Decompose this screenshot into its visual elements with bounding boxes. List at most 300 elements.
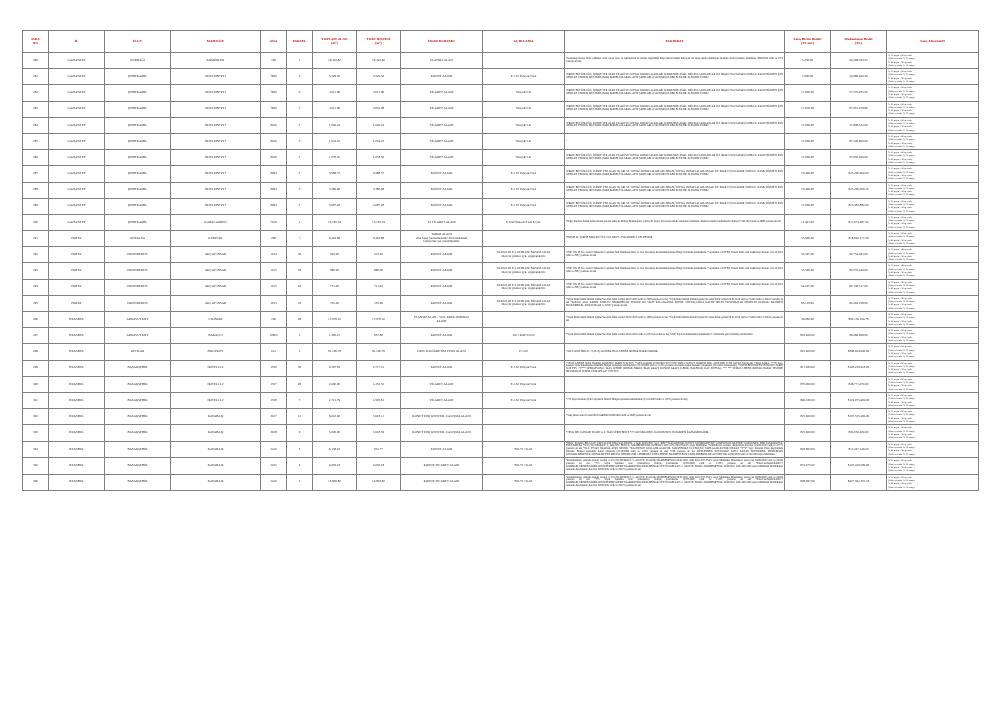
- table-row[interactable]: [23, 360, 979, 376]
- cell-alt: % 25 peşin - 48 ay vade (Vade en fazla % 25 artışı) % 40 peşin - 36 ay vade (Vade en fazla % 15 artışı): [887, 247, 979, 263]
- cell-takdir: *PROJE BÜTÜNLÜĞÜ, İÇİNDE YER ALAN TİCARİ VE SOSYAL DONATI ALANLARI İÇİNDE/NDE AMAÇ DIŞI KULLANILANLAR İLE İMAR UYGULAMASI SONUCU KAMU HİZMETİ İÇİN AYRILAN YERLER, MÜSTAKİL İMAR PARSELİ OLARAK, AYNI ŞARTLARLA SATILMIŞ OLABİLECEKTİR. 02.09.2004 Y:18962: [565, 101, 785, 117]
- cell-acik: E:1.55 Yençok:5 kat: [483, 182, 565, 198]
- cell-ada: 8456: [261, 133, 287, 149]
- cell-birim: 17,000.00: [785, 133, 831, 149]
- cell-il: HATAY: [49, 231, 105, 247]
- cell-parsel: 6: [287, 85, 313, 101]
- cell-alan: 731.00: [313, 279, 357, 295]
- cell-muh: 8119,973,469.00: [831, 392, 887, 408]
- cell-alt: % 25 peşin - 60 ay vade (Vade en fazla % 25 artışı) % 40 peşin - 36 ay vade (Vade en fazla % 15 artışı): [887, 117, 979, 133]
- cell-ada: 1358: [261, 392, 287, 408]
- cell-muh: 823,299,390.10: [831, 182, 887, 198]
- column-header-ada: ADA: [261, 31, 287, 53]
- table-row[interactable]: [23, 53, 979, 69]
- cell-hisse: 5,918.11: [357, 409, 401, 425]
- cell-mah: BOYLUBEYTİ: [171, 101, 261, 117]
- cell-muh: 8427,592,355.54: [831, 474, 887, 490]
- table-row[interactable]: [23, 458, 979, 474]
- cell-muh: 24,989,426.40: [831, 69, 887, 85]
- cell-alan: 15,195.54: [313, 214, 357, 230]
- cell-alt: % 25 peşin - 60 ay vade (Vade en fazla % 25 artışı) % 40 peşin - 36 ay vade (Vade en fazla % 15 artışı): [887, 150, 979, 166]
- cell-sira: 304: [23, 441, 49, 458]
- cell-birim: 7,000.00: [785, 69, 831, 85]
- column-header-sira: SIRA NO: [23, 31, 49, 53]
- cell-ada: 1015: [261, 279, 287, 295]
- cell-parsel: 28: [287, 376, 313, 392]
- cell-il: GAZİANTEP: [49, 150, 105, 166]
- cell-birim: 53,306.00: [785, 263, 831, 279]
- table-row[interactable]: [23, 182, 979, 198]
- cell-sira: 293: [23, 263, 49, 279]
- cell-muh: 82,158,317.00: [831, 279, 887, 295]
- cell-sira: 302: [23, 409, 49, 425]
- table-row[interactable]: [23, 312, 979, 328]
- column-header-hisse: TOKİ HİSSESİ (m²): [357, 31, 401, 53]
- cell-mah: AKÇAY İNSAR: [171, 295, 261, 311]
- cell-takdir: *TESLİ LEHİNE SUFA HAKKI) 02/08/2016 TARİH 3156 YEV. *SUFA KARAR 07/06/2016 YÜV:3138 TOPLU KONUT İDARESİ BŞK. 22/03/2006 17336 SAYILI YAZILAR. *TAVLAŞMA, *7735 Sayı: Kastara Sarık Kanalnamda Dilemmi Bölgen işertemde kabulandadır (25/10/2009 tarih ve 11355 yazısına ait ekinde başlık Kanunu Çalışmaları 93.4 üzeri bulunandan). *SİTEM BELEDİYESİ 05/09/2016 TARİH 3120 YEV. *Y*** OPERASYONU: TAAS LEHİNE IRTIFAK HAKKI: İRAK ARAZİ: KONUM ARAZİ: İÇERİK: BAZ/BLOK KAT: SİTEYAÇ: *** *** TEMAS LEHİNE IRTİFAK HAKKI TESİNDE MEVAFAKAT TEMSİLCİSİ#:G02/G47 7785 YEV.: [565, 360, 785, 376]
- cell-ada: 1015: [261, 295, 287, 311]
- cell-imar: TİCARET ALANI: [401, 117, 483, 133]
- cell-alan: 1,046.43: [313, 117, 357, 133]
- cell-ilce: ŞEHİTKAMİL: [105, 198, 171, 214]
- cell-sira: 284: [23, 117, 49, 133]
- cell-hisse: 1,255.55: [357, 376, 401, 392]
- cell-alan: 555.00: [313, 295, 357, 311]
- column-header-alt: Satış Alternatifi: [887, 31, 979, 53]
- cell-birim: 17,000.00: [785, 198, 831, 214]
- column-header-parsel: PARSEL: [287, 31, 313, 53]
- cell-imar: PLANSIZ ALAN: [401, 53, 483, 69]
- cell-mah: BOYLUBEYTİ: [171, 133, 261, 149]
- cell-muh: 97,656,266.00: [831, 150, 887, 166]
- cell-hisse: 615.00: [357, 247, 401, 263]
- cell-hisse: 1,034.25: [357, 133, 401, 149]
- cell-imar: TİCARET ALANI: [401, 150, 483, 166]
- cell-alan: 3,526.56: [313, 69, 357, 85]
- cell-birim: 818,620.00: [785, 328, 831, 344]
- cell-birim: 825,600.00: [785, 425, 831, 441]
- cell-acik: E:1.55 Yençok:5 kat: [483, 69, 565, 85]
- cell-parsel: 7: [287, 231, 313, 247]
- cell-ilce: ŞEHİTKAMİL: [105, 214, 171, 230]
- cell-muh: 892,950,400.00: [831, 425, 887, 441]
- cell-muh: 8107,535,296.00: [831, 409, 887, 425]
- cell-birim: 825,600.00: [785, 409, 831, 425]
- cell-alt: % 25 peşin - 60 ay vade (Vade en fazla % 25 artışı) % 40 peşin - 36 ay vade (Vade en fazla % 15 artışı): [887, 441, 979, 458]
- cell-sira: 286: [23, 150, 49, 166]
- cell-hisse: 19,322.82: [357, 53, 401, 69]
- cell-ilce: BAŞAKŞEHİR: [105, 376, 171, 392]
- cell-ilce: İSKENDERUN: [105, 279, 171, 295]
- cell-mah: BOYLUBEYTİ: [171, 198, 261, 214]
- cell-takdir: *2367 DK 28 No, Gençli Yüksecim Caçımma Mal Edinmesecinler ve Son Alvanlaşa Kredisimmesaelder Bölge İşçimizde Kalınaklıdır. *Açıklama, LÜTFEN Yazıda dahil olan Aşıkkaraşı Kuruna (C#:12/2021 tarih ve 2907) yazısına ait eki: [565, 263, 785, 279]
- cell-acik: TAKS:0.40 E:1.60 BLOK NİZAM 4 KAT Mevcut planlar ayk. uygulanabilir.: [483, 263, 565, 279]
- cell-hisse: 3,061.98: [357, 101, 401, 117]
- cell-il: İSTANBUL: [49, 458, 105, 474]
- cell-muh: 8268,024,000.00: [831, 344, 887, 360]
- cell-il: GAZİANTEP: [49, 101, 105, 117]
- cell-ilce: ŞEHİTKAMİL: [105, 133, 171, 149]
- cell-birim: 831,275.00: [785, 458, 831, 474]
- cell-imar: TARIM ALANI Ana Satış Şartnamesinde 29 maddesinin faaliyetine yer önerilmelidir.: [401, 231, 483, 247]
- cell-il: İSTANBUL: [49, 425, 105, 441]
- cell-parsel: 1: [287, 150, 313, 166]
- cell-alt: % 25 peşin - 48 ay vade (Vade en fazla % 25 artışı) % 40 peşin - 36 ay vade (Vade en fazla % 15 artışı): [887, 263, 979, 279]
- column-header-ilce: İLÇE: [105, 31, 171, 53]
- land-sales-table: [22, 30, 979, 491]
- cell-parsel: 2: [287, 198, 313, 214]
- cell-muh: 87,140,890.00: [831, 133, 887, 149]
- cell-takdir: *PROJE BÜTÜNLÜĞÜ, İÇİNDE YER ALAN TİCARİ VE SOSYAL DONATI ALANLARI İÇİNDE/NDE AMAÇ DIŞI KULLANILANLAR İLE İMAR UYGULAMASI SONUCU KAMU HİZMETİ İÇİN AYRILAN YERLER, MÜSTAKİL İMAR PARSELİ OLARAK, AYNI ŞARTLARLA SATILMIŞ OLABİLECEKTİR. 02.09.2004 Y:18962: [565, 85, 785, 101]
- cell-acik: [483, 425, 565, 441]
- cell-ilce: ŞEHİTKAMİL: [105, 85, 171, 101]
- cell-parsel: 43: [287, 295, 313, 311]
- table-row[interactable]: [23, 69, 979, 85]
- cell-hisse: 15,195.54: [357, 214, 401, 230]
- cell-muh: 82,292,198.00: [831, 295, 887, 311]
- cell-il: GAZİANTEP: [49, 117, 105, 133]
- cell-imar: KONUT ALANI: [401, 198, 483, 214]
- column-header-takdir: TAKDİRAT: [565, 31, 785, 53]
- table-row[interactable]: [23, 409, 979, 425]
- table-row[interactable]: [23, 376, 979, 392]
- cell-sira: 306: [23, 474, 49, 490]
- cell-ada: 8993: [261, 182, 287, 198]
- cell-ada: 8993: [261, 198, 287, 214]
- cell-ada: 1015: [261, 263, 287, 279]
- cell-sira: 300: [23, 376, 49, 392]
- cell-birim: 17,000.00: [785, 150, 831, 166]
- cell-alan: 2,721.79: [313, 392, 357, 408]
- cell-hisse: 81,196.78: [357, 344, 401, 360]
- cell-alan: 3,687.28: [313, 198, 357, 214]
- table-row[interactable]: [23, 198, 979, 214]
- cell-birim: 53,000.00: [785, 231, 831, 247]
- cell-mah: AKÇAY İNSAR: [171, 263, 261, 279]
- cell-mah: BARAÇCI: [171, 328, 261, 344]
- table-row[interactable]: [23, 295, 979, 311]
- cell-imar: KONUT ALANI: [401, 295, 483, 311]
- cell-mah: KAYABAŞI: [171, 425, 261, 441]
- cell-acik: Yençok:5 m: [483, 101, 565, 117]
- cell-hisse: 1,046.43: [357, 117, 401, 133]
- table-row[interactable]: [23, 279, 979, 295]
- cell-imar: KONUT ALANI: [401, 279, 483, 295]
- cell-ilce: BAŞAKŞEHİR: [105, 360, 171, 376]
- cell-alt: % 25 peşin - 60 ay vade (Vade en fazla % 25 artışı) % 40 peşin - 36 ay vade (Vade en fazla % 15 artışı): [887, 133, 979, 149]
- cell-ada: 7840: [261, 101, 287, 117]
- cell-alt: % 25 peşin - 60 ay vade (Vade en fazla % 25 artışı) % 40 peşin - 36 ay vade (Vade en fazla % 15 artışı): [887, 328, 979, 344]
- cell-imar: KONUT ALANI: [401, 247, 483, 263]
- cell-parsel: 1: [287, 53, 313, 69]
- cell-acik: E:1.00: [483, 344, 565, 360]
- cell-birim: 16,490.00: [785, 182, 831, 198]
- cell-ilce: ŞEHİTKAMİL: [105, 101, 171, 117]
- cell-alan: 15,806.82: [313, 474, 357, 490]
- column-header-muh: Muhammen Bedel (TL): [831, 31, 887, 53]
- cell-imar: KONUT ALANI: [401, 360, 483, 376]
- cell-takdir: *TESLİ MB 1 GİNGOP TR ATİT A.V. TAAS SÜREÇBİNCE 775 S.KECİRLONDU, KANUNUNUN 33 MADDESİ KAPSAMINDADIR.: [565, 425, 785, 441]
- table-row[interactable]: [23, 344, 979, 360]
- cell-alan: 825.00: [313, 247, 357, 263]
- cell-hisse: 9,402.88: [357, 231, 401, 247]
- cell-alt: % 25 peşin - 60 ay vade (Vade en fazla % 25 artışı) % 40 peşin - 36 ay vade (Vade en fazla % 15 artışı): [887, 69, 979, 85]
- cell-ilce: ŞEHİTKAMİL: [105, 69, 171, 85]
- cell-alt: % 25 peşin - 60 ay vade (Vade en fazla % 25 artışı) % 40 peşin - 36 ay vade (Vade en fazla % 15 artışı): [887, 231, 979, 247]
- cell-muh: 86,986,098.00: [831, 328, 887, 344]
- cell-alan: 8,610.60: [313, 409, 357, 425]
- cell-ada: 7916: [261, 214, 287, 230]
- cell-imar: KONUT DIŞI KENTSEL ÇALIŞMA ALANI: [401, 409, 483, 425]
- cell-birim: 39,082.00: [785, 312, 831, 328]
- cell-parsel: 2: [287, 166, 313, 182]
- cell-birim: 817,280.00: [785, 360, 831, 376]
- cell-hisse: 3,687.28: [357, 198, 401, 214]
- cell-ada: 208: [261, 231, 287, 247]
- cell-sira: 291: [23, 231, 49, 247]
- cell-hisse: 15,804.82: [357, 474, 401, 490]
- cell-imar: KONUT ALANI: [401, 182, 483, 198]
- cell-parsel: 36: [287, 247, 313, 263]
- cell-mah: KAYABAŞI: [171, 474, 261, 490]
- table-header: [23, 31, 979, 53]
- cell-muh: 8128,238,418.00: [831, 360, 887, 376]
- cell-ada: 10603: [261, 328, 287, 344]
- cell-imar: KONUT ALANI: [401, 441, 483, 458]
- cell-acik: Yençok:5 m: [483, 85, 565, 101]
- cell-imar: TİCARET ALANI: [401, 392, 483, 408]
- cell-alt: % 25 peşin - 60 ay vade (Vade en fazla % 25 artışı) % 40 peşin - 36 ay vade (Vade en fazla % 15 artışı): [887, 344, 979, 360]
- cell-il: İSTANBUL: [49, 360, 105, 376]
- cell-imar: KONUT-TİCARET ALANI: [401, 474, 483, 490]
- table-row[interactable]: [23, 328, 979, 344]
- cell-parsel: 3: [287, 441, 313, 458]
- cell-hisse: 1,078.50: [357, 150, 401, 166]
- table-row[interactable]: [23, 214, 979, 230]
- cell-ada: 3918: [261, 425, 287, 441]
- cell-parsel: 7: [287, 101, 313, 117]
- cell-muh: 82,276,426.00: [831, 263, 887, 279]
- table-row[interactable]: [23, 441, 979, 458]
- cell-parsel: 5: [287, 344, 313, 360]
- cell-il: HATAY: [49, 279, 105, 295]
- cell-sira: 289: [23, 198, 49, 214]
- cell-hisse: 17,978.10: [357, 312, 401, 328]
- cell-takdir: [565, 376, 785, 392]
- cell-il: GAZİANTEP: [49, 166, 105, 182]
- column-header-alan: TOPLAM ALAN (m²): [313, 31, 357, 53]
- cell-acik: TA:1 KAT:5/0.25: [483, 328, 565, 344]
- cell-muh: 848,771,070.00: [831, 376, 887, 392]
- cell-ada: 2216: [261, 441, 287, 458]
- cell-ada: 169: [261, 53, 287, 69]
- cell-alt: % 25 peşin - 60 ay vade (Vade en fazla % 25 artışı) % 40 peşin - 36 ay vade (Vade en fazla % 15 artışı): [887, 53, 979, 69]
- cell-alan: 17,978.10: [313, 312, 357, 328]
- cell-hisse: 3,988.75: [357, 166, 401, 182]
- cell-alan: 81,196.78: [313, 344, 357, 360]
- cell-ada: 8993: [261, 166, 287, 182]
- cell-imar: TİCARET ALANI: [401, 85, 483, 101]
- cell-takdir: *Tayin Kimi itmimi İmdeni İçişme/Ver Alan İtalik verileri 06.01.2016 tarih ve 1998 protokol no ile) *Tayin Kimi itmimi İmdeni İçişme/Ver Alan İtalik verileri 06.01.2016 tarih ve 31440 tarih ve 32442 yazısına ait eki *Kalbasın Anısı: KABRİ: SOMUTU HEMIATBİLAK YERLER İLE SALFİ KALANLARDA İŞLEMİ: SİTEYAÇLARLA KALTİP DELİSİ YAZILMAZLAR MÜDELİSİ OLARAK: BAZİMETİ EKSİLERBİLİR, 10/04/2018 tarih ve 32507 yazısına ait eki: [565, 295, 785, 311]
- cell-mah: CİLİNGİR: [171, 312, 261, 328]
- cell-imar: TİCARET ALANI: [401, 101, 483, 117]
- cell-parsel: 28: [287, 312, 313, 328]
- cell-parsel: 33: [287, 263, 313, 279]
- table-row[interactable]: [23, 166, 979, 182]
- cell-ada: 8456: [261, 117, 287, 133]
- cell-imar: KONUT ALANI: [401, 263, 483, 279]
- cell-il: GAZİANTEP: [49, 53, 105, 69]
- cell-alt: % 25 peşin - 60 ay vade (Vade en fazla % 25 artışı) % 40 peşin - 36 ay vade (Vade en fazla % 15 artışı): [887, 376, 979, 392]
- cell-acik: TAKS:0.40 E:1.60 BLOK NİZAM 4 KAT Mevcut planlar ayk. uygulanabilir.: [483, 247, 565, 263]
- cell-il: İSTANBUL: [49, 409, 105, 425]
- cell-ilce: ŞEHİTKAMİL: [105, 182, 171, 198]
- header-row: [23, 31, 979, 53]
- cell-imar: KONUT ALANI: [401, 166, 483, 182]
- cell-parsel: 6: [287, 458, 313, 474]
- cell-mah: KARACAÖREN: [171, 214, 261, 230]
- cell-takdir: *PROJE BÜTÜNLÜĞÜ, İÇİNDE YER ALAN TİCARİ VE SOSYAL DONATI ALANLARI İÇİNDE/NDE AMAÇ DIŞI KULLANILANLAR İLE İMAR UYGULAMASI SONUCU KAMU HİZMETİ İÇİN AYRILAN YERLER, MÜSTAKİL İMAR PARSELİ OLARAK, AYNI ŞARTLARLA SATILMIŞ OLABİLECEKTİR. 02.09.2004 Y:18962: [565, 150, 785, 166]
- cell-ilce: ARNAVUTKÖY: [105, 312, 171, 328]
- cell-alt: % 25 peşin - 60 ay vade (Vade en fazla % 25 artışı) % 40 peşin - 36 ay vade (Vade en fazla % 15 artışı): [887, 214, 979, 230]
- cell-alan: 4,650.18: [313, 458, 357, 474]
- table-row[interactable]: [23, 392, 979, 408]
- cell-sira: 287: [23, 166, 49, 182]
- cell-acik: Yençok:5 m: [483, 133, 565, 149]
- cell-birim: 11,401.00: [785, 214, 831, 230]
- cell-il: HATAY: [49, 247, 105, 263]
- cell-hisse: 851.77: [357, 441, 401, 458]
- table-row[interactable]: [23, 101, 979, 117]
- cell-acik: TAKS:0.40 E:1.60 BLOK NİZAM 4 KAT Mevcut planlar ayk. uygulanabilir.: [483, 295, 565, 311]
- cell-hisse: 711.00: [357, 279, 401, 295]
- table-row[interactable]: [23, 133, 979, 149]
- cell-birim: 828,497.00: [785, 474, 831, 490]
- cell-imar: KONUT-TİCARET ALANI: [401, 458, 483, 474]
- cell-hisse: 857.80: [357, 328, 401, 344]
- column-header-acik: AÇIKLAMA: [483, 31, 565, 53]
- table-row[interactable]: [23, 231, 979, 247]
- cell-alan: 9,402.88: [313, 231, 357, 247]
- cell-birim: 860,180.00: [785, 392, 831, 408]
- cell-alan: 1,078.50: [313, 150, 357, 166]
- cell-muh: 812,247,149.20: [831, 441, 887, 458]
- cell-ilce: ŞEHİTKAMİL: [105, 117, 171, 133]
- cell-parsel: 3: [287, 133, 313, 149]
- cell-muh: 87,091,678.80: [831, 101, 887, 117]
- cell-alan: 6,138.91: [313, 441, 357, 458]
- cell-il: HATAY: [49, 263, 105, 279]
- cell-alan: 880.00: [313, 263, 357, 279]
- cell-il: GAZİANTEP: [49, 214, 105, 230]
- cell-il: İSTANBUL: [49, 312, 105, 328]
- cell-alan: 1,034.25: [313, 133, 357, 149]
- cell-mah: İKİTELLİ-2: [171, 360, 261, 376]
- cell-imar: KONUT DIŞI KENTSEL ÇALIŞMA ALANI: [401, 425, 483, 441]
- cell-takdir: *BİTME AL STREİF HAKI:991 YÜL:5123 2002*1=3Y:KADİRECİ: UB: DESTMİ: [565, 231, 785, 247]
- cell-acik: TAKS:0.40 E:1.60 BLOK NİZAM 4 KAT Mevcut planlar ayk. uygulanabilir.: [483, 279, 565, 295]
- cell-il: GAZİANTEP: [49, 85, 105, 101]
- cell-ada: 1359: [261, 360, 287, 376]
- cell-il: İSTANBUL: [49, 328, 105, 344]
- cell-parsel: 42: [287, 279, 313, 295]
- cell-acik: B:0.75 7 KAT: [483, 474, 565, 490]
- cell-acik: [483, 312, 565, 328]
- cell-takdir: *PROJE BÜTÜNLÜĞÜ, İÇİNDE YER ALAN TİCARİ VE SOSYAL DONATI ALANLARI 2000-29, SOSYAL DONATI ALANLANLAR İLE İMAR UYGULANDIR SONUCU, KAMU HİZMETİ İÇİN AYRILAN YERLER, MÜSTAKİL İMAR PARSELİ OLARAK, AYNI ŞARTLARLA SATILMIŞ OLABİLECEKTİR. 02.09.2004 Y:18962: [565, 198, 785, 214]
- cell-mah: BOYLUBEYTİ: [171, 117, 261, 133]
- cell-sira: 281: [23, 69, 49, 85]
- cell-mah: BOYLUBEYTİ: [171, 182, 261, 198]
- table-row[interactable]: [23, 85, 979, 101]
- cell-acik: Yençok:5 m: [483, 117, 565, 133]
- cell-takdir: *Diğer Karması Kamu Azmet kirma içerden şehre ile Maliye Bakanlığınca yapılış dir paçlar için satışa tabidir esasterine tanımlıdır. İmarları tanımlı satılmaktadır dimleri 17.08.2023 tarih ve 4988 yazısına ait eki: [565, 214, 785, 230]
- cell-acik: E:1.55 Yençok:5 kat: [483, 166, 565, 182]
- cell-takdir: *Bilgir: Kurumu: BİLGİ AY: YAPI ALANI NISA KALKIŞTIR, 1 Tarih 06/05/2021 Sayı: 4089 *TAAS,KREDAL KONUT KOOPRASITURU: GİMELERİ İLGİLENDE: GÖRÜLMEZ. HER TASARRUTTA: BULUNMUSA *N:TÇ:NÇ:DEMOCÜ 1, ARLIVE: BUKÇA: MAMBEMEN'nin 19/08/2021 tarih 21511394 ESAAS sayılı Müdürüne. *Gümüllevizi turumu: dergusunda direciler (19/06/2120 tarih ve 27771 yazısına ait eki *91-T. Y:YAPI OLARAK AYRI: MISTIR: *KALİSENCE KULLANILACAKTIR. TARAFINDAN ÜÇÜNLÜNÜ YAPILACAK:KUTOR:T-H:KAT: *T*T* Sayı: Kurumu Eden kaynlanlade Öderme: Bölgesi işertemde kabul olunanda (25/10/2009 tarih ve 11355 yazısına ait eki) *Z28 yazısına ait 'na: DÜZLENMEK KESTLERLE SAVLI KANAN EKETİRMEK, MEMURDAN KULMAR:MEKENYA: MİTMA:MEYEN MECELLİ BEDELLERİ 1:2HIBİ:DE:TÜ:DE:LEHİNE: BAZİMETİ EKSİ:LERİL:PAEBİRİL:DE:ALT:MIŞ:TIR, 22/06/2018 tarih ve 2321390 sayılı Müdürüne.: [565, 441, 785, 458]
- cell-sira: 299: [23, 360, 49, 376]
- cell-ilce: NURDAĞI: [105, 53, 171, 69]
- table-row[interactable]: [23, 117, 979, 133]
- cell-il: GAZİANTEP: [49, 69, 105, 85]
- table-row[interactable]: [23, 263, 979, 279]
- column-header-mah: MAH/KÖY: [171, 31, 261, 53]
- column-header-imar: İMAR DURUMU: [401, 31, 483, 53]
- cell-ada: 2225: [261, 458, 287, 474]
- cell-ilce: BAŞAKŞEHİR: [105, 425, 171, 441]
- cell-ilce: BAŞAKŞEHİR: [105, 392, 171, 408]
- cell-parsel: 9: [287, 425, 313, 441]
- cell-birim: 17,000.00: [785, 117, 831, 133]
- cell-ada: 7840: [261, 85, 287, 101]
- cell-ilce: BAŞAKŞEHİR: [105, 409, 171, 425]
- cell-sira: 295: [23, 295, 49, 311]
- cell-ilce: AVCILAR: [105, 344, 171, 360]
- cell-hisse: 3,380.68: [357, 182, 401, 198]
- cell-parsel: 5: [287, 69, 313, 85]
- cell-parsel: 3: [287, 182, 313, 198]
- cell-takdir: *Kentimizinize yalkızda kurulu verileri 1:4:TÇ:NÇ:DEMOCÜ 5, AZLİVE: ECAĞIK MAMBEMEN'nin 09/01/2021 tarih 2021-378 ESAS sayılı Müdürüne Müzelikleri yazısı (ait 09/09/2020 tarih ve 04934 yazısına ait eki *775 Sayılı Kurumu Göz Güzelenleşi Ödeviz İçerimesine 07/05/2020 tarih ve 11355 yazısına ait eki *KALI:ALMAR:KANU:7 KADIRLIK:TİRMEK:GİREK:LEKİ:DİEMEKS:DERE:TAAMIRI:ETİK:SİRİ:LEHİNAK:TÜZTÜ:SABİ:KAT: 1: AKLİVE: BLOK: MAMBEMEN'nin 10/06/2021 tarih 2021-990 sayılı Müdürüne Müdürünleşi uzunanlı direciminde direciler. 09/09/2022 tarih ve 29272 yazısına ait eki: [565, 474, 785, 490]
- cell-sira: 296: [23, 312, 49, 328]
- cell-alan: 3,011.98: [313, 85, 357, 101]
- cell-ada: 1014: [261, 247, 287, 263]
- cell-alan: 5,000.00: [313, 425, 357, 441]
- cell-parsel: 12: [287, 409, 313, 425]
- cell-alt: % 25 peşin - 60 ay vade (Vade en fazla % 25 artışı) % 40 peşin - 36 ay vade (Vade en fazla % 15 artışı): [887, 182, 979, 198]
- cell-sira: 290: [23, 214, 49, 230]
- cell-alt: % 25 peşin - 60 ay vade (Vade en fazla % 25 artışı) % 40 peşin - 36 ay vade (Vade en fazla % 15 artışı): [887, 392, 979, 408]
- table-row[interactable]: [23, 150, 979, 166]
- cell-takdir: -: [565, 133, 785, 149]
- cell-alt: % 25 peşin - 60 ay vade (Vade en fazla % 25 artışı) % 40 peşin - 36 ay vade (Vade en fazla % 15 artışı): [887, 101, 979, 117]
- table-row[interactable]: [23, 247, 979, 263]
- cell-imar: KONUT ALANI: [401, 69, 483, 85]
- cell-alan: 19,322.82: [313, 53, 357, 69]
- table-row[interactable]: [23, 425, 979, 441]
- cell-acik: E:1.50 Yençok:5 kat: [483, 376, 565, 392]
- cell-imar: ÖZEL İLKÖĞRETİM TESİS ALANI: [401, 344, 483, 360]
- cell-acik: [483, 231, 565, 247]
- cell-parsel: 2: [287, 474, 313, 490]
- cell-il: GAZİANTEP: [49, 182, 105, 198]
- table-row[interactable]: [23, 474, 979, 490]
- cell-birim: 54,307.00: [785, 247, 831, 263]
- cell-takdir: *2367 DK 28 No, Gençli Yüksecim Caçımma Mal Edinmesecinler ve Son Alvanlaşa Kredisimmesaelder Bölge İşçimizde Kalınaklıdır. *Açıklama, LÜTFEN Yazıda dahil olan Aşıkkaraşı Kuruna (C#:12/2021 tarih ve 2907) yazısına ait eki: [565, 247, 785, 263]
- cell-imar: KONUT ALANI: [401, 328, 483, 344]
- cell-sira: 298: [23, 344, 49, 360]
- cell-parsel: 2: [287, 117, 313, 133]
- cell-ilce: İSKENDERUN: [105, 295, 171, 311]
- cell-ada: 106: [261, 312, 287, 328]
- cell-alan: 2,600.00: [313, 376, 357, 392]
